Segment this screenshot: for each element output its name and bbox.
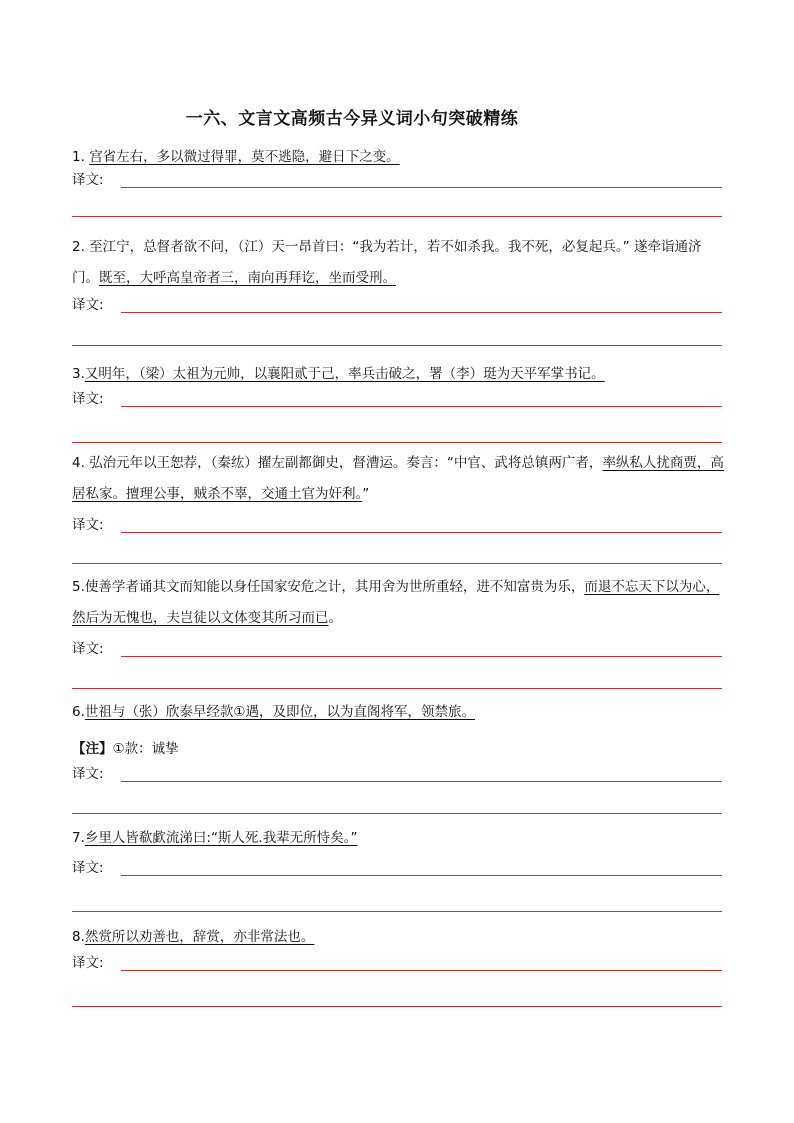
answer-rule xyxy=(121,656,722,657)
footnote-text: ①款：诚挚 xyxy=(112,741,179,757)
question-underlined-text: 然赏所以劝善也，辞赏，亦非常法也。 xyxy=(84,929,315,945)
answer-blank-line[interactable] xyxy=(72,563,722,564)
question-number: 8. xyxy=(72,929,85,945)
answer-rule xyxy=(121,875,722,876)
answer-rule xyxy=(121,970,722,971)
question-3 xyxy=(72,359,724,390)
answer-label: 译文: xyxy=(72,391,104,407)
question-number: 3. xyxy=(72,366,85,382)
answer-label: 译文: xyxy=(72,517,104,533)
question-text: 弘治元年以王恕荐，（秦纮）擢左副都御史，督漕运。奏言：“中官、武将总镇两广者， xyxy=(89,455,603,471)
footnote-label: 【注】 xyxy=(72,741,113,757)
question-text-end: ” xyxy=(362,486,370,502)
answer-label: 译文: xyxy=(72,297,104,313)
answer-label: 译文: xyxy=(72,766,104,782)
question-number: 2. xyxy=(72,239,85,255)
question-underlined-text: 世祖与（张）欣泰早经款①遇，及即位，以为直阁将军，领禁旅。 xyxy=(84,704,475,720)
answer-label: 译文: xyxy=(72,172,104,188)
question-number: 1. xyxy=(72,149,85,165)
question-6 xyxy=(72,697,724,728)
answer-rule xyxy=(121,781,722,782)
question-number: 5. xyxy=(72,579,85,595)
question-text: 使善学者诵其文而知能以身任国家安危之计，其用舍为世所重轻，进不知富贵为乐， xyxy=(84,579,585,595)
answer-rule xyxy=(121,406,722,407)
question-number: 7. xyxy=(72,830,85,846)
answer-line-8[interactable] xyxy=(72,954,722,976)
question-1 xyxy=(72,142,724,173)
answer-label: 译文: xyxy=(72,641,104,657)
answer-line-3[interactable] xyxy=(72,390,722,412)
footnote xyxy=(72,739,179,759)
page-title: 一六、文言文高频古今异义词小句突破精练 xyxy=(185,109,519,129)
question-underlined-text: 而退不忘天下以为心，然后为无愧也，夫岂徒以文体变其所习而已 xyxy=(72,579,720,626)
question-number: 4. xyxy=(72,455,85,471)
answer-blank-line[interactable] xyxy=(72,813,722,814)
answer-line-2[interactable] xyxy=(72,296,722,318)
answer-rule xyxy=(121,187,722,188)
answer-label: 译文: xyxy=(72,955,104,971)
answer-blank-line[interactable] xyxy=(72,442,722,443)
question-underlined-text: 又明年，（梁）太祖为元帅，以襄阳贰于己，率兵击破之，署（李）珽为天平军掌书记。 xyxy=(84,366,605,382)
answer-line-7[interactable] xyxy=(72,859,722,881)
answer-blank-line[interactable] xyxy=(72,911,722,912)
question-7 xyxy=(72,823,724,854)
question-underlined-text: 率纵私人扰商贾，高居私家。擅理公事，贼杀不辜，交通土官为奸利。 xyxy=(72,455,724,502)
answer-line-6[interactable] xyxy=(72,765,722,787)
question-underlined-text: 既至，大呼高皇帝者三，南向再拜讫，坐而受刑。 xyxy=(99,270,396,286)
question-2 xyxy=(72,232,724,294)
question-5 xyxy=(72,572,724,634)
question-text-end: 。 xyxy=(328,610,342,626)
answer-line-1[interactable] xyxy=(72,171,722,193)
answer-line-4[interactable] xyxy=(72,516,722,538)
answer-line-5[interactable] xyxy=(72,640,722,662)
answer-blank-line[interactable] xyxy=(72,1006,722,1007)
answer-blank-line[interactable] xyxy=(72,688,722,689)
answer-rule xyxy=(121,532,722,533)
question-8 xyxy=(72,922,724,953)
question-underlined-text: 乡里人皆欷歔流涕曰:“斯人死.我辈无所恃矣。” xyxy=(84,830,358,846)
answer-rule xyxy=(121,312,722,313)
answer-blank-line[interactable] xyxy=(72,345,722,346)
question-4 xyxy=(72,448,724,510)
question-text: 至江宁，总督者欲不问，（江）天一昂首曰：“我为若计，若不如杀我。我不死，必复起兵。” 遂牵诣通济门。 xyxy=(72,239,702,286)
answer-label: 译文: xyxy=(72,860,104,876)
answer-blank-line[interactable] xyxy=(72,216,722,217)
question-underlined-text: 宫省左右，多以微过得罪，莫不逃隐，避日下之变。 xyxy=(89,149,400,165)
question-number: 6. xyxy=(72,704,85,720)
